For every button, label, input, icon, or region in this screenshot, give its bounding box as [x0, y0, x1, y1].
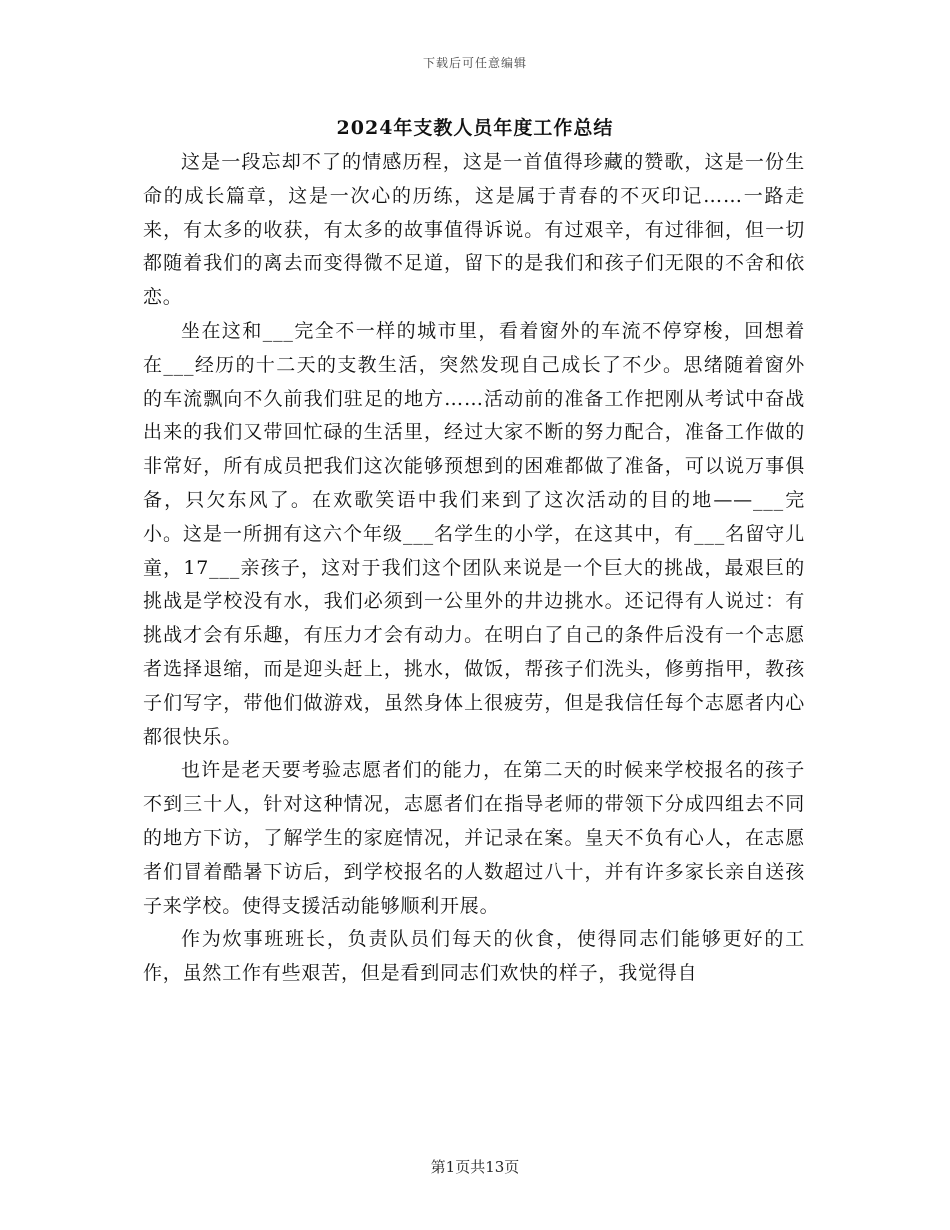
paragraph-2: 坐在这和___完全不一样的城市里，看着窗外的车流不停穿梭，回想着在___经历的十二天的支教生活，突然发现自己成长了不少。思绪随着窗外的车流飘向不久前我们驻足的地方……活动前的准备工作把刚从考试中奋战出来的我们又带回忙碌的生活里，经过大家不断的努力配合，准备工作做的非常好，所有成员把我们这次能够预想到的困难都做了准备，可以说万事俱备，只欠东风了。在欢歌笑语中我们来到了这次活动的目的地——___完小。这是一所拥有这六个年级___名学生的小学，在这其中，有___名留守儿童，17___亲孩子，这对于我们这个团队来说是一个巨大的挑战，最艰巨的挑战是学校没有水，我们必须到一公里外的井边挑水。还记得有人说过：有挑战才会有乐趣，有压力才会有动力。在明白了自己的条件后没有一个志愿者选择退缩，而是迎头赶上，挑水，做饭，帮孩子们洗头，修剪指甲，教孩子们写字，带他们做游戏，虽然身体上很疲劳，但是我信任每个志愿者内心都很快乐。 — [143, 319, 805, 748]
document-title: 2024年支教人员年度工作总结 — [336, 117, 614, 139]
document-body — [143, 146, 805, 991]
paragraph-1: 这是一段忘却不了的情感历程，这是一首值得珍藏的赞歌，这是一份生命的成长篇章，这是一次心的历练，这是属于青春的不灭印记……一路走来，有太多的收获，有太多的故事值得诉说。有过艰辛，有过徘徊，但一切都随着我们的离去而变得微不足道，留下的是我们和孩子们无限的不舍和依恋。 — [143, 151, 805, 309]
paragraph-4: 作为炊事班班长，负责队员们每天的伙食，使得同志们能够更好的工作，虽然工作有些艰苦，但是看到同志们欢快的样子，我觉得自 — [143, 928, 805, 985]
paragraph-3: 也许是老天要考验志愿者们的能力，在第二天的时候来学校报名的孩子不到三十人，针对这种情况，志愿者们在指导老师的带领下分成四组去不同的地方下访，了解学生的家庭情况，并记录在案。皇天不负有心人，在志愿者们冒着酷暑下访后，到学校报名的人数超过八十，并有许多家长亲自送孩子来学校。使得支援活动能够顺利开展。 — [143, 759, 805, 917]
page-number: 第1页共13页 — [430, 1158, 520, 1176]
page-header-note: 下载后可任意编辑 — [422, 56, 527, 70]
